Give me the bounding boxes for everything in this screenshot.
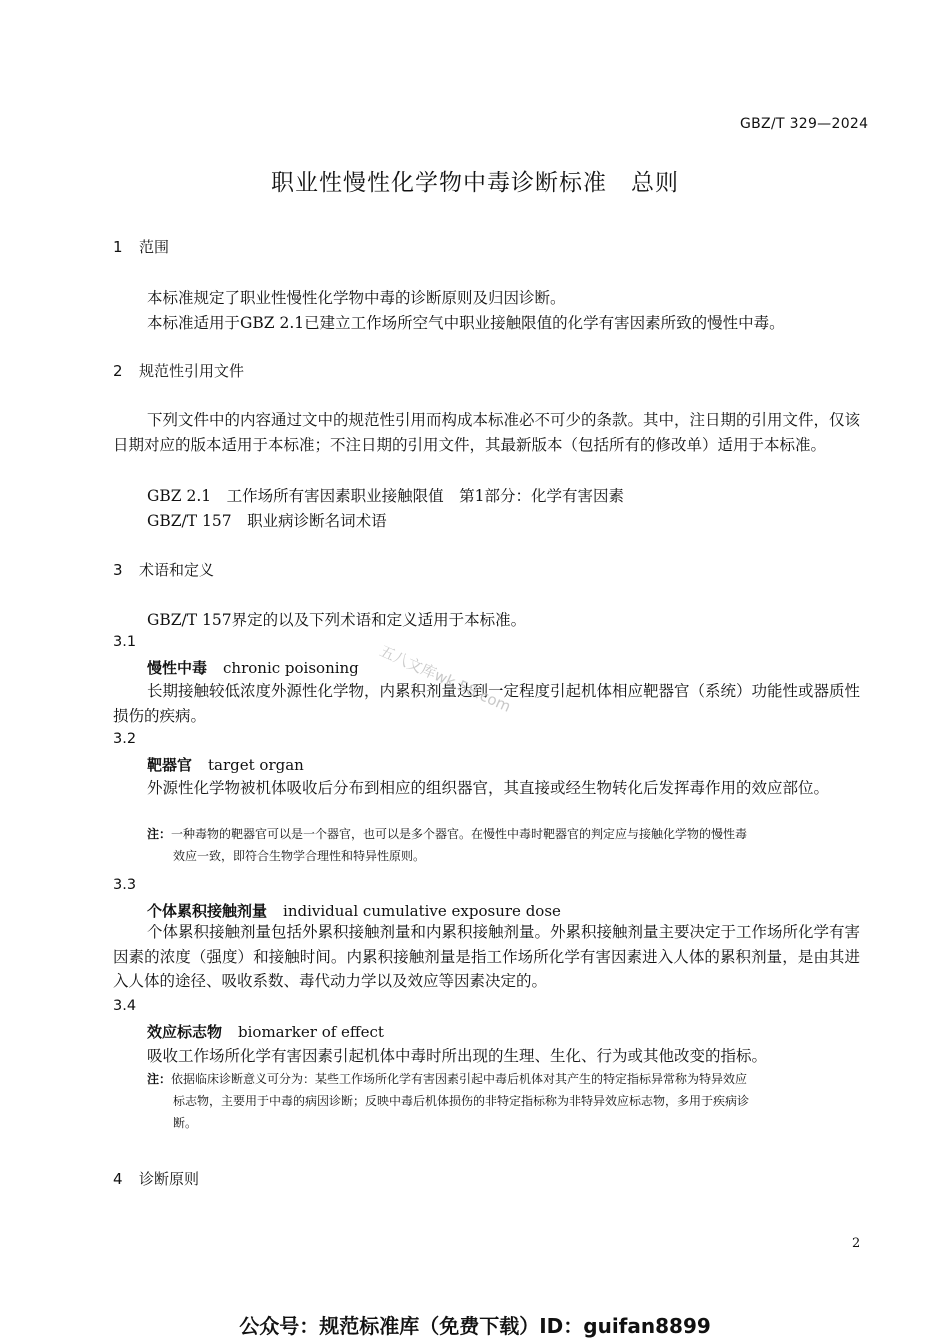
section-number: 3 [113, 561, 123, 579]
reference-gbzt-157: GBZ/T 157 职业病诊断名词术语 [147, 512, 387, 530]
note-text-line-2: 效应一致，即符合生物学合理性和特异性原则。 [173, 849, 426, 863]
section-title: 规范性引用文件 [139, 362, 245, 380]
term-chinese: 靶器官 [147, 756, 193, 774]
section-title: 范围 [139, 238, 170, 256]
term-3-4 [147, 1021, 384, 1042]
section-3-heading [113, 559, 214, 580]
term-3-2 [147, 754, 304, 775]
section-2-heading [113, 360, 244, 381]
clause-3-2-number: 3.2 [113, 731, 137, 747]
term-3-4-note [147, 1068, 860, 1134]
term-english: individual cumulative exposure dose [283, 902, 561, 920]
section-number: 1 [113, 238, 123, 256]
term-chinese: 慢性中毒 [147, 659, 208, 677]
watermark: 五八文库wk.58.com [376, 641, 514, 716]
clause-3-3-number: 3.3 [113, 877, 137, 893]
section-number: 4 [113, 1170, 123, 1188]
scope-paragraph-1: 本标准规定了职业性慢性化学物中毒的诊断原则及归因诊断。 [147, 289, 566, 307]
note-text-line-1: 一种毒物的靶器官可以是一个器官，也可以是多个器官。在慢性中毒时靶器官的判定应与接触化学物的慢性毒 [171, 827, 748, 841]
document-title: 职业性慢性化学物中毒诊断标准 总则 [271, 170, 679, 196]
note-text-line-1: 依据临床诊断意义可分为：某些工作场所化学有害因素引起中毒后机体对其产生的特定指标异常称为特异效应 [171, 1072, 748, 1086]
references-paragraph: 下列文件中的内容通过文中的规范性引用而构成本标准必不可少的条款。其中，注日期的引用文件，仅该日期对应的版本适用于本标准；不注日期的引用文件，其最新版本（包括所有的修改单）适用于本标准。 [113, 411, 861, 454]
terms-intro: GBZ/T 157界定的以及下列术语和定义适用于本标准。 [147, 611, 527, 629]
scope-paragraph-2: 本标准适用于GBZ 2.1已建立工作场所空气中职业接触限值的化学有害因素所致的慢性中毒。 [147, 314, 785, 332]
footer-banner: 公众号：规范标准库（免费下载）ID：guifan8899 [239, 1314, 711, 1338]
term-3-1-definition: 长期接触较低浓度外源性化学物，内累积剂量达到一定程度引起机体相应靶器官（系统）功能性或器质性损伤的疾病。 [113, 682, 861, 725]
section-title: 术语和定义 [139, 561, 215, 579]
term-english: biomarker of effect [238, 1023, 384, 1041]
term-english: chronic poisoning [223, 659, 359, 677]
term-english: target organ [208, 756, 304, 774]
term-3-1 [147, 657, 359, 678]
term-chinese: 个体累积接触剂量 [147, 902, 268, 920]
clause-3-4-number: 3.4 [113, 998, 137, 1014]
term-chinese: 效应标志物 [147, 1023, 223, 1041]
section-number: 2 [113, 362, 123, 380]
note-text-line-3: 断。 [173, 1116, 198, 1130]
note-text-line-2: 标志物，主要用于中毒的病因诊断；反映中毒后机体损伤的非特定指标称为非特异效应标志物，多用于疾病诊 [173, 1094, 750, 1108]
clause-3-1-number: 3.1 [113, 634, 137, 650]
page-number: 2 [852, 1236, 861, 1251]
reference-gbz-2-1: GBZ 2.1 工作场所有害因素职业接触限值 第1部分：化学有害因素 [147, 487, 624, 505]
section-4-heading [113, 1168, 199, 1189]
term-3-3-definition: 个体累积接触剂量包括外累积接触剂量和内累积接触剂量。外累积接触剂量主要决定于工作场所化学有害因素的浓度（强度）和接触时间。内累积接触剂量是指工作场所化学有害因素进入人体的累积剂量，是由其进入人体的途径、吸收系数、毒代动力学以及效应等因素决定的。 [113, 923, 861, 990]
term-3-2-definition: 外源性化学物被机体吸收后分布到相应的组织器官，其直接或经生物转化后发挥毒作用的效应部位。 [147, 779, 830, 797]
note-label: 注： [147, 1072, 172, 1086]
standard-code: GBZ/T 329—2024 [740, 116, 869, 132]
term-3-3 [147, 900, 561, 921]
section-title: 诊断原则 [139, 1170, 200, 1188]
term-3-2-note [147, 823, 860, 867]
term-3-4-definition: 吸收工作场所化学有害因素引起机体中毒时所出现的生理、生化、行为或其他改变的指标。 [147, 1047, 768, 1065]
note-label: 注： [147, 827, 172, 841]
section-1-heading [113, 236, 169, 257]
